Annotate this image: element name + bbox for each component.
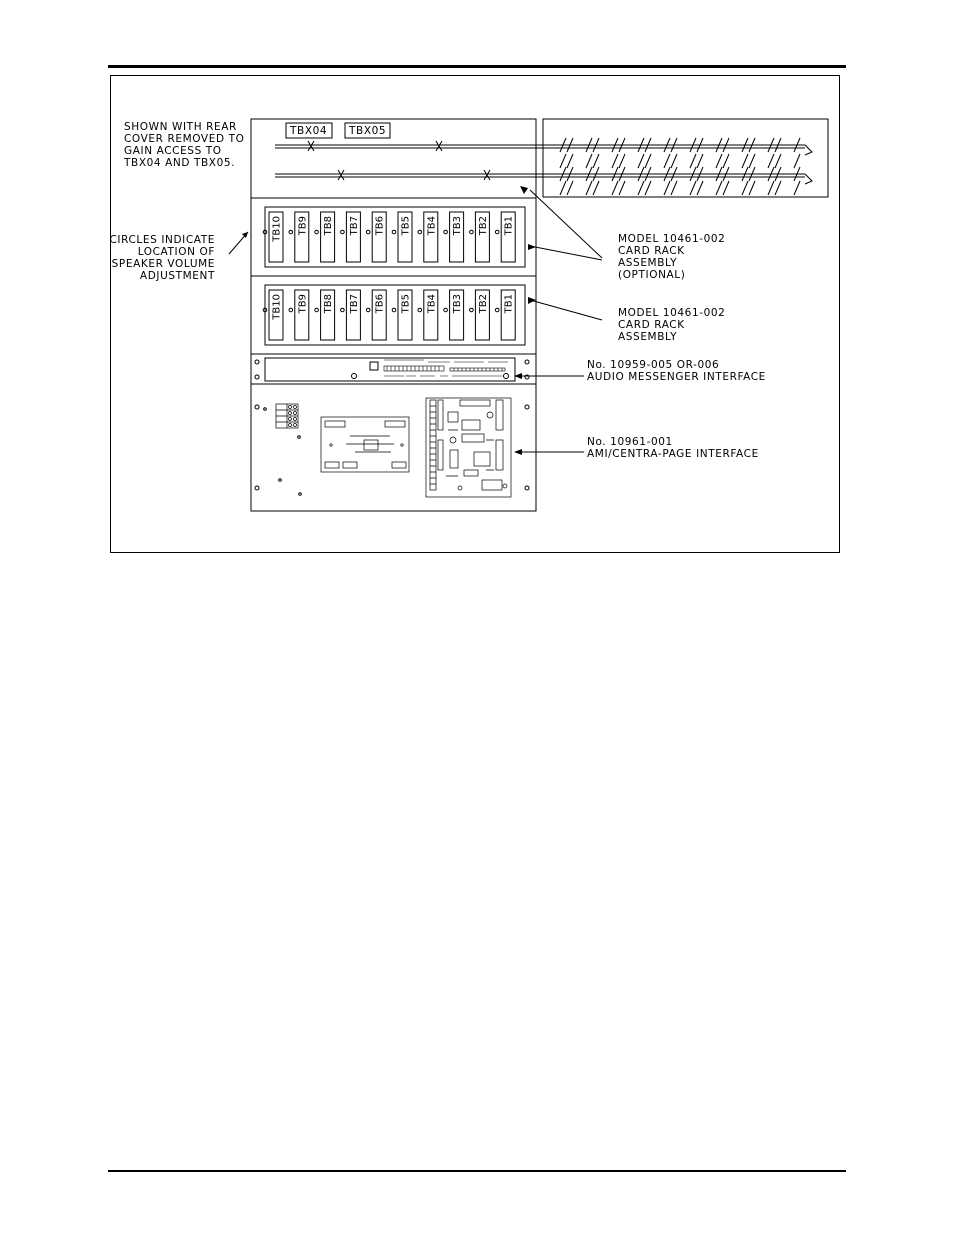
- callout-rack-line: CARD RACK: [618, 319, 685, 331]
- terminal-block-label: TB2: [477, 216, 489, 236]
- cabinet-outline: [251, 119, 536, 511]
- note-rear-cover-line: SHOWN WITH REAR: [124, 121, 237, 133]
- note-circles-line: LOCATION OF: [137, 246, 215, 258]
- audio-terminal-strip: [384, 360, 508, 376]
- upper-rack-terminal-block: [392, 212, 412, 262]
- note-rear-cover-line: COVER REMOVED TO: [124, 133, 245, 145]
- note-circles-line: CIRCLES INDICATE: [109, 234, 215, 246]
- lower-rack-terminal-block: [495, 290, 515, 340]
- terminal-block-label: TB5: [400, 216, 412, 236]
- callout-optional-rack-line: (OPTIONAL): [618, 269, 686, 281]
- terminal-block-label: TB1: [503, 294, 515, 314]
- upper-rack-terminal-block: [418, 212, 438, 262]
- terminal-block-label: TB10: [271, 294, 283, 320]
- note-circles: [110, 234, 216, 282]
- lower-rack-terminal-block: [341, 290, 361, 340]
- terminal-block-label: TB10: [271, 216, 283, 242]
- lower-rack-terminal-block: [315, 290, 335, 340]
- lower-rack-terminal-block: [289, 290, 309, 340]
- upper-rack-terminal-block: [366, 212, 386, 262]
- lower-rack-terminal-block: [418, 290, 438, 340]
- lower-rack-terminal-block: [366, 290, 386, 340]
- callout-rack: [618, 307, 725, 343]
- upper-rack-terminal-block: [263, 212, 283, 262]
- terminal-block-label: TB3: [452, 294, 464, 314]
- terminal-block-label: TB2: [477, 294, 489, 314]
- terminal-block-label: TB6: [374, 216, 386, 236]
- terminal-block-label: TB4: [426, 294, 438, 314]
- terminal-block-label: TB8: [323, 216, 335, 236]
- terminal-block-label: TB6: [374, 294, 386, 314]
- tbx04-label: TBX04: [290, 125, 328, 137]
- callout-audio: [587, 359, 766, 383]
- volume-adjust-circle: [315, 308, 319, 312]
- volume-adjust-circle: [289, 308, 293, 312]
- note-rear-cover: [123, 121, 244, 169]
- volume-adjust-circle: [341, 230, 345, 234]
- upper-rack-terminal-block: [341, 212, 361, 262]
- small-terminal-block: [276, 404, 298, 428]
- volume-adjust-circle: [392, 308, 396, 312]
- upper-rack-terminal-block: [315, 212, 335, 262]
- lower-rack-terminal-block: [392, 290, 412, 340]
- lower-rack-terminal-block: [263, 290, 283, 340]
- callout-audio-line: AUDIO MESSENGER INTERFACE: [587, 371, 766, 383]
- volume-adjust-circle: [495, 230, 499, 234]
- terminal-block-label: TB3: [452, 216, 464, 236]
- callout-audio-line: No. 10959-005 OR-006: [587, 359, 720, 371]
- volume-adjust-circle: [470, 308, 474, 312]
- note-circles-line: ADJUSTMENT: [139, 270, 215, 282]
- upper-rack-terminal-block: [444, 212, 464, 262]
- volume-adjust-circle: [315, 230, 319, 234]
- lower-rack-terminal-block: [444, 290, 464, 340]
- callout-optional-rack-line: CARD RACK: [618, 245, 685, 257]
- volume-adjust-circle: [341, 308, 345, 312]
- callout-rack-line: ASSEMBLY: [618, 331, 678, 343]
- note-circles-line: SPEAKER VOLUME: [111, 258, 215, 270]
- terminal-block-label: TB9: [297, 294, 309, 314]
- upper-rack-terminal-block: [470, 212, 490, 262]
- volume-adjust-circle: [418, 308, 422, 312]
- tbx05-label: TBX05: [349, 125, 387, 137]
- volume-adjust-circle: [366, 308, 370, 312]
- audio-messenger-panel: [265, 358, 515, 381]
- leader-lines: [229, 190, 602, 452]
- rear-connector-area: [543, 119, 828, 197]
- callout-optional-rack-line: ASSEMBLY: [618, 257, 678, 269]
- terminal-block-label: TB9: [297, 216, 309, 236]
- terminal-block-label: TB1: [503, 216, 515, 236]
- rear-terminal-ticks: [560, 138, 800, 195]
- volume-adjust-circle: [289, 230, 293, 234]
- volume-adjust-circle: [470, 230, 474, 234]
- volume-adjust-circle: [495, 308, 499, 312]
- note-rear-cover-line: TBX04 AND TBX05.: [124, 157, 236, 169]
- callout-ami-line: No. 10961-001: [587, 436, 673, 448]
- callout-ami-line: AMI/CENTRA-PAGE INTERFACE: [587, 448, 759, 460]
- terminal-block-label: TB7: [348, 216, 360, 236]
- volume-adjust-circle: [444, 308, 448, 312]
- callout-ami: [587, 436, 759, 460]
- callout-optional-rack: [618, 233, 725, 281]
- terminal-block-label: TB8: [323, 294, 335, 314]
- terminal-block-label: TB5: [400, 294, 412, 314]
- note-rear-cover-line: GAIN ACCESS TO: [124, 145, 222, 157]
- volume-adjust-circle: [444, 230, 448, 234]
- upper-rack-terminal-block: [289, 212, 309, 262]
- terminal-block-label: TB4: [426, 216, 438, 236]
- arrowheads: [242, 186, 536, 455]
- volume-adjust-circle: [392, 230, 396, 234]
- volume-adjust-circle: [366, 230, 370, 234]
- volume-adjust-circle: [418, 230, 422, 234]
- centra-page-board: [426, 398, 511, 497]
- callout-optional-rack-line: MODEL 10461-002: [618, 233, 726, 245]
- upper-rack-terminal-block: [495, 212, 515, 262]
- terminal-block-label: TB7: [348, 294, 360, 314]
- ami-small-board: [321, 417, 409, 472]
- callout-rack-line: MODEL 10461-002: [618, 307, 726, 319]
- lower-rack-terminal-block: [470, 290, 490, 340]
